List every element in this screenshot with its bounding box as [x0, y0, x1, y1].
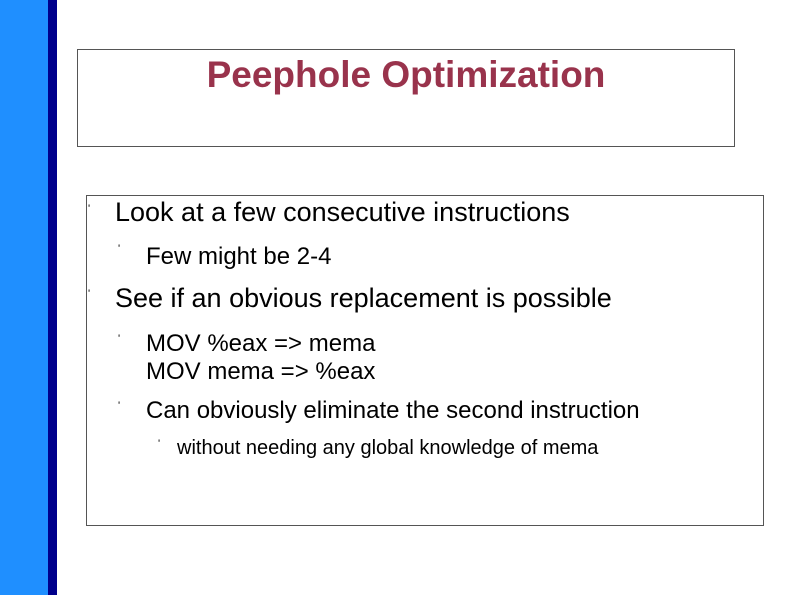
- bullet-marker: ': [88, 203, 91, 215]
- slide-title: Peephole Optimization: [206, 54, 606, 95]
- left-accent-bar: [0, 0, 48, 595]
- bullet-text-3: See if an obvious replacement is possible: [115, 283, 612, 313]
- bullet-text-2: Few might be 2-4: [146, 243, 332, 270]
- bullet-marker: ': [88, 288, 91, 300]
- left-accent-stripe: [48, 0, 57, 595]
- title-placeholder: [77, 49, 735, 147]
- sub-bullet-marker: ': [118, 333, 121, 345]
- bullet-text-4-continuation: MOV mema => %eax: [146, 358, 376, 385]
- bullet-text-6: without needing any global knowledge of mema: [177, 437, 599, 459]
- bullet-text-1: Look at a few consecutive instructions: [115, 197, 570, 227]
- bullet-text-5: Can obviously eliminate the second instruction: [146, 397, 640, 424]
- sub-sub-bullet-marker: ': [158, 438, 161, 450]
- sub-bullet-marker: ': [118, 243, 121, 255]
- sub-bullet-marker: ': [118, 400, 121, 412]
- bullet-text-4: MOV %eax => mema: [146, 330, 376, 357]
